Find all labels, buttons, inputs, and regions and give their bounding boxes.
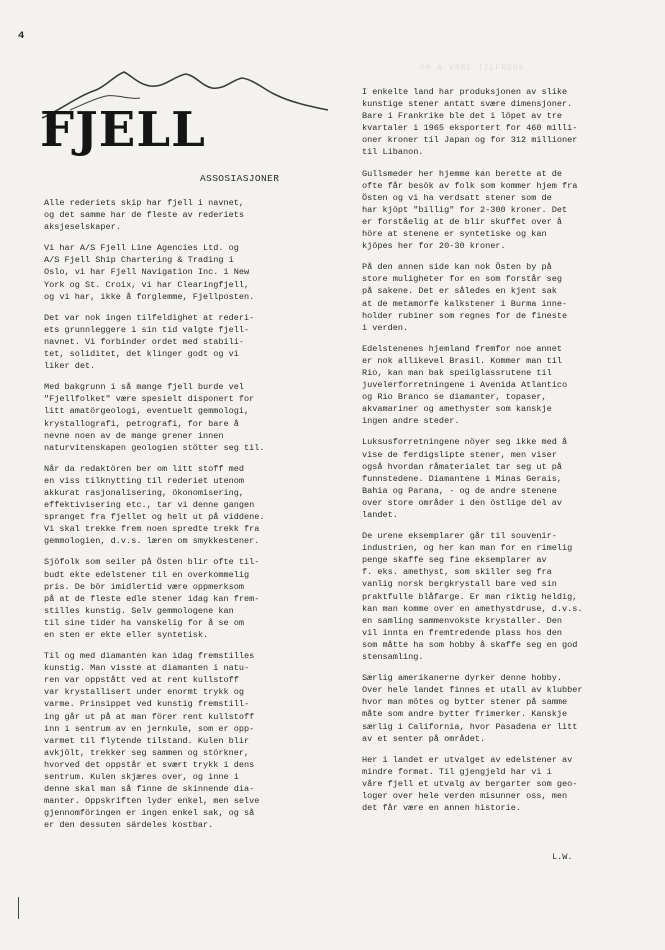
margin-mark [18, 897, 19, 919]
section-title: ASSOSIASJONER [200, 173, 280, 184]
logo-text: FJELL [40, 102, 206, 158]
faint-bleed-through-heading: OM Å VÆRE TILFREDS [420, 64, 525, 73]
page-number: 4 [18, 30, 25, 42]
paragraph: Med bakgrunn i så mange fjell burde vel "Fjellfolket" være spesielt disponert for litt amatörgeologi, eventuelt gemmologi, krystallografi, petrografi, for bare å nevne noen av de mange grener innen naturvitenskapen geologien stötter seg til. [44, 382, 265, 453]
author-signature: L.W. [552, 852, 573, 862]
paragraph: I enkelte land har produksjonen av slike kunstige stener antatt svære dimensjoner. Bare i Frankrike ble det i löpet av tre kvartaler i 1965 eksportert for 460 milli- oner kroner til Japan og for 312 millioner til Libanon. [362, 87, 578, 158]
paragraph: Vi har A/S Fjell Line Agencies Ltd. og A/S Fjell Ship Chartering & Trading i Oslo, vi har Fjell Navigation Inc. i New York og St. Croix, vi har Clearingfjell, og vi har, ikke å forglemme, Fjellposten. [44, 243, 255, 302]
paragraph: Til og med diamanten kan idag fremstilles kunstig. Man visste at diamanten i natu- ren var oppstått ved at rent kullstoff var krystallisert under enormt trykk og varme. Prinsippet ved kunstig fremstill- ing går ut på at man förer rent kullstoff inn i sentrum av en jernkule, som er opp- varmet til flytende tilstand. Kulen blir avkjölt, trekker seg sammen og störkner, hvorved det oppstår et svært trykk i dens sentrum. Kulen skjæres over, og inne i denne skal man så finne de skinnende dia- manter. Oppskriften lyder enkel, men selve gjennomföringen er ingen enkel sak, og så er den dessuten särdeles kostbar. [44, 651, 260, 831]
paragraph: Gullsmeder her hjemme kan berette at de ofte får besök av folk som kommer hjem fra Östen og vi ha verdsatt stener som de har kjöpt "billig" for 2-300 kroner. Det er forståelig at de blir skuffet over å höre at stenene er syntetiske og kan kjöpes her for 20-30 kroner. [362, 168, 578, 252]
fjell-logo [40, 66, 332, 162]
right-column [362, 86, 628, 823]
paragraph: På den annen side kan nok Östen by på store muligheter for en som forstår seg på sakene. Det er således en kjent sak at de metamorfe kalkstener i Burma inne- holder rubiner som regnes for de fineste i verden. [362, 262, 568, 333]
paragraph: Når da redaktören ber om litt stoff med en viss tilknytting til rederiet utenom akkurat rasjonalisering, ökonomisering, effektivisering etc., tar vi denne gangen spranget fra fjellet og helt ut på viddene. Vi skal trekke frem noen spredte trekk fra gemmologien, d.v.s. læren om smykkestener. [44, 463, 265, 547]
paragraph: Alle rederiets skip har fjell i navnet, og det samme har de fleste av rederiets aksjeselskaper. [44, 198, 245, 233]
paragraph: De urene eksemplarer går til souvenir- industrien, og her kan man for en rimelig penge skaffe seg fine eksemplarer av f. eks. amethyst, som skiller seg fra vanlig norsk bergkrystall bare ved sin praktfulle blåfarge. Er man riktig heldig, kan man komme over en amethystdruse, d.v.s. en samling sammenvokste krystaller. Den vil innta en fremtredende plass hos den som måtte ha som hobby å skaffe seg en god stensamling. [362, 531, 583, 663]
paragraph: Særlig amerikanerne dyrker denne hobby. Over hele landet finnes et utall av klubber hvor man mötes og bytter stener på samme måte som andre bytter frimerker. Kanskje særlig i California, hvor Pasadena er litt av et senter på området. [362, 673, 583, 744]
left-column [44, 197, 336, 841]
paragraph: Sjöfolk som seiler på Östen blir ofte til- budt ekte edelstener til en overkommelig pris. De bör imidlertid være oppmerksom på at de fleste edle stener idag kan frem- stilles kunstig. Selv gemmologene kan til sine tider ha vanskelig for å se om en sten er ekte eller syntetisk. [44, 557, 260, 640]
paragraph: Det var nok ingen tilfeldighet at rederi- ets grunnleggere i sin tid valgte fjell- navnet. Vi forbinder ordet med stabili- tet, soliditet, det klinger godt og vi liker det. [44, 312, 255, 372]
paragraph: Edelstenenes hjemland fremfor noe annet er nok allikevel Brasil. Kommer man til Rio, kan man bak speilglassrutene til juvelerforretningene i Avenida Atlantico og Rio Branco se diamanter, topaser, akvamariner og amethyster som kanskje ingen andre steder. [362, 343, 568, 427]
paragraph: Luksusforretningene nöyer seg ikke med å vise de ferdigslipte stener, men viser også hvordan råmaterialet tar seg ut på funnstedene. Diamantene i Minas Gerais, Bahia og Parana, - og de andre stenene over store områder i den östlige del av landet. [362, 437, 568, 520]
paragraph: Her i landet er utvalget av edelstener av mindre format. Til gjengjeld har vi i våre fjell et utvalg av bergarter som geo- loger over hele verden misunner oss, men det får være en annen historie. [362, 754, 578, 814]
